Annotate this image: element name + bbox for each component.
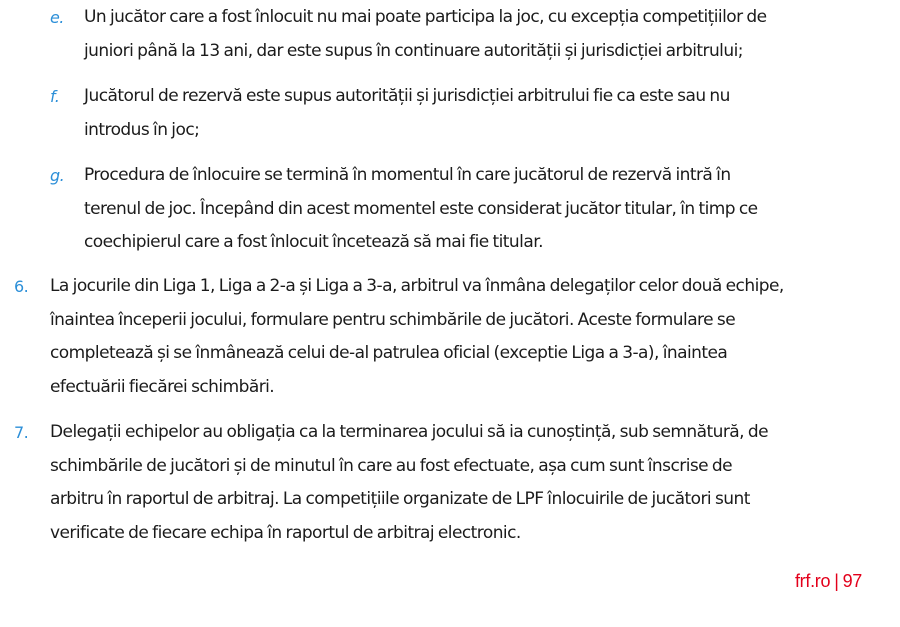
list-marker: e.	[50, 8, 64, 27]
footer-site-link[interactable]: frf.ro	[794, 571, 831, 591]
list-item-text	[50, 270, 874, 404]
text-line: Un jucător care a fost înlocuit nu mai poate participa la joc, cu excepția competițiilor de	[84, 7, 767, 27]
list-item-7	[14, 416, 874, 550]
list-item-text	[84, 1, 870, 68]
text-line: verificate de fiecare echipa în raportul de arbitraj electronic.	[50, 522, 521, 543]
list-item-text	[84, 80, 870, 147]
list-item-text	[50, 416, 874, 550]
footer-separator: |	[834, 571, 839, 591]
list-item-text	[84, 159, 870, 260]
text-line: Jucătorul de rezervă este supus autorității și jurisdicției arbitrului fie ca este sau nu	[84, 86, 730, 106]
text-line: efectuării fiecărei schimbări.	[50, 376, 275, 397]
list-marker: 7.	[14, 423, 29, 442]
text-line: completează și se înmânează celui de-al patrulea oficial (exceptie Liga a 3-a), înaintea	[50, 343, 728, 364]
page-number: 97	[842, 571, 862, 591]
list-marker: 6.	[14, 277, 29, 296]
text-line: terenul de joc. Începând din acest momentel este considerat jucător titular, în timp ce	[84, 198, 758, 219]
text-line: înaintea începerii jocului, formulare pentru schimbările de jucători. Aceste formulare se	[50, 309, 736, 330]
text-line: Procedura de înlocuire se termină în momentul în care jucătorul de rezervă intră în	[84, 165, 731, 185]
text-line: La jocurile din Liga 1, Liga a 2-a și Liga a 3-a, arbitrul va înmâna delegaților celor două echipe,	[50, 276, 784, 296]
list-item-g	[50, 159, 870, 260]
text-line: arbitru în raportul de arbitraj. La competițiile organizate de LPF înlocuirile de jucători sunt	[50, 489, 750, 510]
page-footer	[795, 571, 862, 592]
text-line: introdus în joc;	[84, 119, 200, 140]
list-item-f	[50, 80, 870, 147]
list-item-e	[50, 1, 870, 68]
text-line: coechipierul care a fost înlocuit încetează să mai fie titular.	[84, 232, 543, 253]
list-item-6	[14, 270, 874, 404]
list-marker: g.	[50, 166, 65, 185]
text-line: Delegații echipelor au obligația ca la terminarea jocului să ia cunoștință, sub semnătură, de	[50, 422, 769, 442]
list-marker: f.	[50, 87, 60, 106]
text-line: juniori până la 13 ani, dar este supus în continuare autorității și jurisdicției arbitrului;	[84, 40, 743, 61]
text-line: schimbările de jucători și de minutul în care au fost efectuate, așa cum sunt înscrise de	[50, 455, 733, 476]
